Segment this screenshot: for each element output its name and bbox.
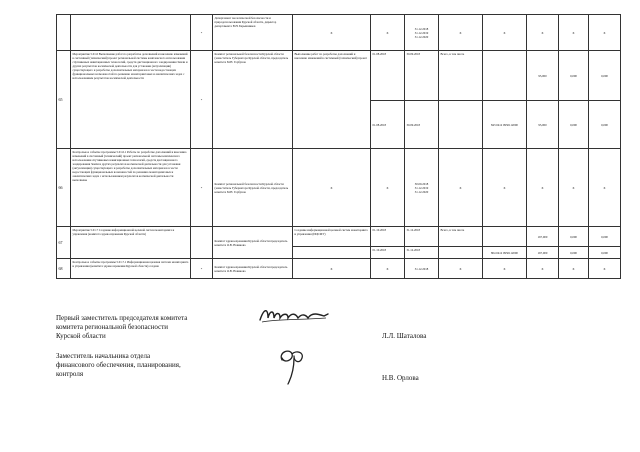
handwritten-signature-second bbox=[276, 346, 310, 386]
signatory-title-second: Заместитель начальника отдела финансового обеспечения, планирования, контроля bbox=[56, 352, 181, 378]
value-2020: X bbox=[589, 259, 621, 279]
value-2020: 0,000 bbox=[589, 51, 621, 101]
end-date: 30.09.2018 bbox=[405, 51, 439, 101]
source bbox=[439, 101, 483, 149]
end-date: 31.12.2018 31.12.2019 31.12.2020 bbox=[405, 15, 439, 51]
kbk bbox=[483, 51, 527, 101]
source bbox=[439, 247, 483, 259]
source: X bbox=[439, 259, 483, 279]
table-row bbox=[57, 259, 621, 279]
start-date: 01.08.2018 bbox=[371, 51, 405, 101]
marker: * bbox=[191, 259, 213, 279]
marker: * bbox=[191, 149, 213, 227]
kbk: X bbox=[483, 15, 527, 51]
value-2018: 167,000 bbox=[527, 227, 559, 247]
start-date: 01.08.2018 bbox=[371, 101, 405, 149]
event-name: Мероприятие 5.01.7 Создание информационной целевой систем мониторинга и управления (комитета здравоохранения Курской области) bbox=[71, 227, 191, 259]
event-name: Мероприятие 5.01.6 Выполнение работ по разработке дополнений и внесению изменений в системный (технический) проект региональной системы комплексного использования спутниковых навигационных технологий, средств дистанционного зондирования Земли и других результатов космической деятельности для установки (актуализации) существующего и разработке дополнительных материалов в части недостающих функциональных возможностей по решению мониторинговых и аналитических задач с использованием результатов космической деятельности bbox=[71, 51, 191, 149]
value-2018: X bbox=[527, 259, 559, 279]
row-number: 65 bbox=[57, 51, 71, 149]
end-date: 31.12.2018 bbox=[405, 247, 439, 259]
start-date: X bbox=[371, 149, 405, 227]
result: X bbox=[293, 149, 371, 227]
marker bbox=[191, 227, 213, 259]
source: Всего, в том числе bbox=[439, 227, 483, 247]
end-date: 31.12.2018 bbox=[405, 227, 439, 247]
value-2020: 0,000 bbox=[589, 247, 621, 259]
plan-table bbox=[56, 14, 621, 279]
row-number bbox=[57, 15, 71, 51]
start-date: X bbox=[371, 259, 405, 279]
start-date: 01.10.2018 bbox=[371, 227, 405, 247]
value-2018: 95,000 bbox=[527, 101, 559, 149]
value-2019: X bbox=[559, 15, 589, 51]
result: X bbox=[293, 15, 371, 51]
executor: Комитет здравоохранения Курской области председатель комитета О.В. Новикова bbox=[213, 227, 293, 259]
signatory-name-second: Н.В. Орлова bbox=[382, 374, 419, 382]
value-2019: 0,000 bbox=[559, 227, 589, 247]
signatory-name-first: Л.Л. Шаталова bbox=[382, 332, 427, 340]
value-2019: 0,000 bbox=[559, 101, 589, 149]
table-row bbox=[57, 227, 621, 247]
source: X bbox=[439, 15, 483, 51]
source: X bbox=[439, 149, 483, 227]
table-row bbox=[57, 149, 621, 227]
result: Создание информационной целевой систем мониторинга и управления (ИЦСМУ) bbox=[293, 227, 371, 247]
executor: Комитет региональной безопасности Курской области (заместитель Губернатора Курской области, председатель комитета М.Н. Горбунов bbox=[213, 51, 293, 149]
value-2019: 0,000 bbox=[559, 51, 589, 101]
value-2018: X bbox=[527, 15, 559, 51]
executor: Комитет здравоохранения Курской области председатель комитета О.В. Новикова bbox=[213, 259, 293, 279]
table-row bbox=[57, 15, 621, 51]
value-2020: X bbox=[589, 15, 621, 51]
result: X bbox=[293, 259, 371, 279]
end-date: 31.12.2018 bbox=[405, 259, 439, 279]
source: Всего, в том числе bbox=[439, 51, 483, 101]
value-2019: X bbox=[559, 259, 589, 279]
kbk: X bbox=[483, 259, 527, 279]
value-2019: 0,000 bbox=[559, 247, 589, 259]
row-number: 67 bbox=[57, 227, 71, 259]
result bbox=[293, 247, 371, 259]
value-2020: 0,000 bbox=[589, 227, 621, 247]
result: Выполнение работ по разработке дополнений и внесению изменений в системный (технический) проект bbox=[293, 51, 371, 149]
executor: Департамент экологической безопасности и природопользования Курской области, директор департамента В.Н. Барышников bbox=[213, 15, 293, 51]
value-2020: X bbox=[589, 149, 621, 227]
value-2018: 167,000 bbox=[527, 247, 559, 259]
signatory-title-first: Первый заместитель председателя комитета комитета региональной безопасности Курской области bbox=[56, 314, 188, 340]
row-number: 68 bbox=[57, 259, 71, 279]
start-date: 01.10.2018 bbox=[371, 247, 405, 259]
executor: Комитет региональной безопасности Курской области (заместитель Губернатора Курской области, председатель комитета М.Н. Горбунов bbox=[213, 149, 293, 227]
event-name: Контрольное событие программы 5.01.7.1 Информационная целевая система мониторинга и управления (комитета здравоохранения Курской области) создана bbox=[71, 259, 191, 279]
row-number: 66 bbox=[57, 149, 71, 227]
value-2019: X bbox=[559, 149, 589, 227]
kbk: X bbox=[483, 149, 527, 227]
handwritten-signature-first bbox=[258, 304, 330, 328]
value-2020: 0,000 bbox=[589, 101, 621, 149]
value-2018: X bbox=[527, 149, 559, 227]
event-name: Контрольное событие программы 5.01.6.1 Работы по разработке дополнений и внесению изменений в системный (технический) проект региональной системы комплексного использования спутниковых навигационных технологий, средств дистанционного зондирования Земли и других результатов космической деятельности для установки (актуализации) существующего и разработке дополнительных материалов в части недостающих функциональных возможностей по решению мониторинговых и аналитических задач с использованием результатов космической деятельности выполнены bbox=[71, 149, 191, 227]
kbk: 843 0412 0950112000 bbox=[483, 101, 527, 149]
end-date: 30.09.2018 31.12.2019 31.12.2020 bbox=[405, 149, 439, 227]
value-2018: 95,000 bbox=[527, 51, 559, 101]
end-date: 30.09.2018 bbox=[405, 101, 439, 149]
event-name bbox=[71, 15, 191, 51]
start-date: X bbox=[371, 15, 405, 51]
kbk: 804 0412 0950112000 bbox=[483, 247, 527, 259]
marker: * bbox=[191, 15, 213, 51]
marker: * bbox=[191, 51, 213, 149]
table-row bbox=[57, 51, 621, 101]
kbk bbox=[483, 227, 527, 247]
